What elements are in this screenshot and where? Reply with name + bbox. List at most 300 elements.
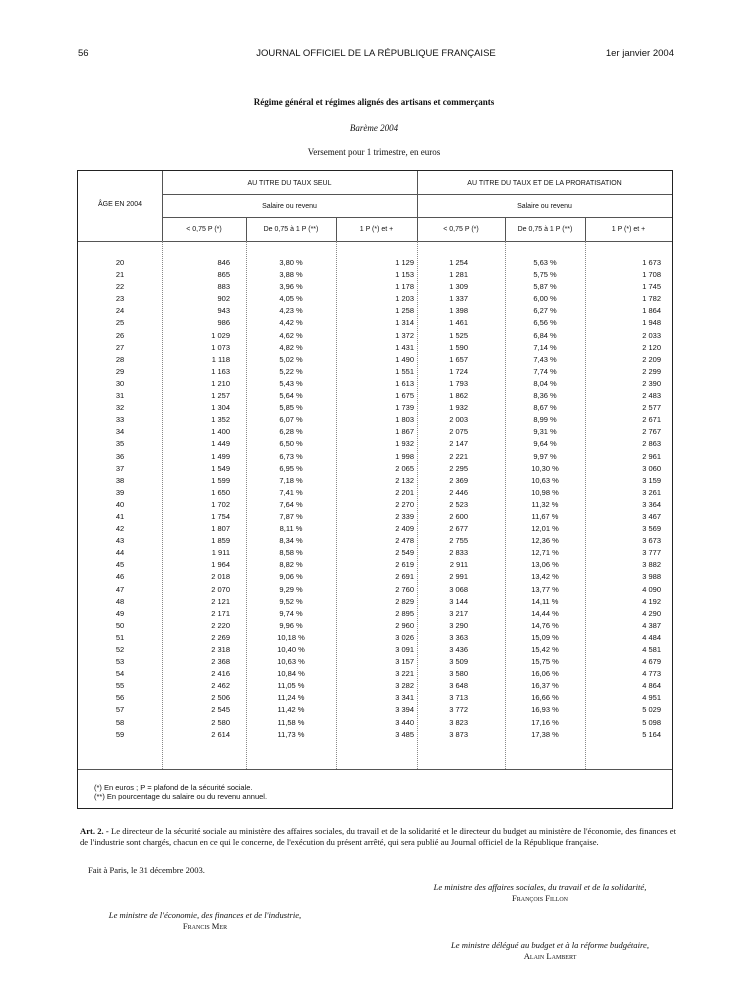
- table-cell: 2 075: [449, 427, 468, 437]
- table-cell: 2 368: [211, 657, 230, 667]
- table-cell: 34: [115, 427, 125, 437]
- table-cell: 2 483: [642, 391, 661, 401]
- table-cell: 9,74 %: [279, 608, 303, 618]
- table-cell: 1 702: [211, 499, 230, 509]
- table-cell: 2 147: [449, 439, 468, 449]
- table-cell: 16,66 %: [531, 693, 559, 703]
- signatory-role: Le ministre des affaires sociales, du travail et de la solidarité,: [433, 882, 647, 892]
- table-cell: 11,24 %: [277, 693, 305, 703]
- table-row: [78, 511, 674, 523]
- table-row: [78, 402, 674, 414]
- table-cell: 6,50 %: [279, 439, 303, 449]
- table-cell: 6,27 %: [533, 306, 557, 316]
- table-cell: 4 484: [642, 632, 661, 642]
- table-cell: 2 121: [211, 596, 230, 606]
- table-cell: 7,64 %: [279, 499, 303, 509]
- table-cell: 1 782: [642, 294, 661, 304]
- table-cell: 3 060: [642, 463, 661, 473]
- table-row: [78, 305, 674, 317]
- table-cell: 11,05 %: [277, 681, 305, 691]
- table-cell: 2 833: [449, 548, 468, 558]
- table-cell: 986: [217, 318, 230, 328]
- table-row: [78, 463, 674, 475]
- table-cell: 11,58 %: [277, 717, 305, 727]
- table-cell: 2 270: [395, 499, 414, 509]
- signature-lambert: [405, 940, 695, 962]
- table-cell: 1 932: [449, 403, 468, 413]
- table-cell: 3 440: [395, 717, 414, 727]
- table-cell: 55: [115, 681, 125, 691]
- table-cell: 1 793: [449, 378, 468, 388]
- table-cell: 1 400: [211, 427, 230, 437]
- table-cell: 3 144: [449, 596, 468, 606]
- table-cell: 13,77 %: [531, 584, 559, 594]
- table-cell: 1 613: [395, 378, 414, 388]
- table-cell: 40: [115, 499, 125, 509]
- table-cell: 2 991: [449, 572, 468, 582]
- table-cell: 37: [115, 463, 125, 473]
- table-cell: 1 657: [449, 354, 468, 364]
- table-cell: 2 506: [211, 693, 230, 703]
- table-cell: 2 339: [395, 511, 414, 521]
- table-cell: 883: [217, 282, 230, 292]
- table-cell: 47: [115, 584, 125, 594]
- table-cell: 4,23 %: [279, 306, 303, 316]
- table-cell: 1 431: [395, 342, 414, 352]
- table-row: [78, 281, 674, 293]
- table-cell: 15,42 %: [531, 645, 559, 654]
- table-cell: 1 029: [211, 330, 230, 340]
- table-cell: 2 209: [642, 354, 661, 364]
- table-row: [78, 378, 674, 390]
- table-cell: 29: [115, 366, 125, 376]
- sub-header: 1 P (*) et +: [611, 226, 646, 233]
- article-label: Art. 2. -: [80, 826, 109, 836]
- note-euros: (*) En euros ; P = plafond de la sécurité sociale.: [94, 783, 253, 792]
- table-cell: 11,32 %: [531, 499, 559, 509]
- fait-a-paris: Fait à Paris, le 31 décembre 2003.: [88, 865, 205, 875]
- table-cell: 1 073: [211, 342, 230, 352]
- table-row: [78, 620, 674, 632]
- table-cell: 17,16 %: [531, 717, 559, 727]
- table-row: [78, 451, 674, 463]
- table-cell: 1 210: [211, 378, 230, 388]
- table-cell: 9,31 %: [533, 427, 557, 437]
- table-cell: 7,14 %: [533, 342, 557, 352]
- table-cell: 1 867: [395, 427, 414, 437]
- table-cell: 2 220: [211, 620, 230, 630]
- group-header-proratisation: AU TITRE DU TAUX ET DE LA PRORATISATION: [467, 180, 622, 187]
- sub-header: < 0,75 P (*): [186, 226, 222, 233]
- table-cell: 10,18 %: [277, 632, 305, 642]
- table-cell: 26: [115, 330, 125, 340]
- table-row: [78, 487, 674, 499]
- table-title: Régime général et régimes alignés des artisans et commerçants: [253, 97, 495, 107]
- table-cell: 2 671: [642, 415, 661, 425]
- signatory-role: Le ministre de l'économie, des finances et de l'industrie,: [108, 910, 302, 920]
- table-row: [78, 342, 674, 354]
- table-cell: 10,84 %: [277, 669, 305, 679]
- table-cell: 2 409: [395, 524, 414, 534]
- table-cell: 1 998: [395, 451, 414, 461]
- table-cell: 5,63 %: [533, 258, 557, 267]
- sub-header: De 0,75 à 1 P (**): [517, 226, 573, 233]
- table-cell: 39: [115, 487, 125, 497]
- table-cell: 52: [115, 645, 125, 654]
- table-cell: 4 773: [642, 669, 661, 679]
- table-cell: 15,75 %: [531, 657, 559, 667]
- table-cell: 11,42 %: [277, 705, 305, 715]
- table-row: [78, 596, 674, 608]
- table-cell: 2 960: [395, 620, 414, 630]
- article-text: Le directeur de la sécurité sociale au ministère des affaires sociales, du travail et de la solidarité et le directeur du budget au ministère de l'économie, des finances et de l'industrie sont chargés, chacun en ce qui le concerne, de l'exécution du présent arrêté, qui sera publié au Journal officiel de la République française.: [80, 826, 676, 847]
- table-cell: 3 873: [449, 729, 468, 739]
- table-cell: 1 118: [211, 354, 230, 364]
- table-cell: 1 754: [211, 511, 230, 521]
- sub-header: < 0,75 P (*): [443, 226, 479, 233]
- table-cell: 1 862: [449, 391, 468, 401]
- table-cell: 1 525: [449, 330, 468, 340]
- table-cell: 1 461: [449, 318, 468, 328]
- table-cell: 2 201: [395, 487, 414, 497]
- table-cell: 36: [115, 451, 125, 461]
- table-cell: 1 254: [449, 258, 468, 267]
- table-cell: 3 648: [449, 681, 468, 691]
- table-cell: 1 932: [395, 439, 414, 449]
- table-cell: 1 352: [211, 415, 230, 425]
- table-cell: 56: [115, 693, 125, 703]
- table-cell: 3 341: [395, 693, 414, 703]
- table-cell: 2 065: [395, 463, 414, 473]
- table-cell: 9,97 %: [533, 451, 557, 461]
- table-cell: 32: [115, 403, 125, 413]
- table-row: [78, 729, 674, 741]
- sub-header: 1 P (*) et +: [359, 226, 394, 233]
- page-number: 56: [78, 48, 89, 59]
- table-row: [78, 269, 674, 281]
- table-row: [78, 366, 674, 378]
- table-cell: 8,11 %: [279, 524, 303, 534]
- table-cell: 10,63 %: [531, 475, 559, 485]
- table-cell: 24: [115, 306, 125, 316]
- table-cell: 3,88 %: [279, 270, 303, 280]
- table-cell: 46: [115, 572, 125, 582]
- table-cell: 7,87 %: [279, 511, 303, 521]
- table-cell: 2 911: [449, 560, 468, 570]
- table-cell: 5,75 %: [533, 270, 557, 280]
- table-cell: 4 951: [642, 693, 661, 703]
- table-cell: 3 713: [449, 693, 468, 703]
- table-cell: 1 599: [211, 475, 230, 485]
- table-cell: 4 192: [642, 596, 661, 606]
- table-cell: 2 545: [211, 705, 230, 715]
- table-cell: 2 614: [211, 729, 230, 739]
- table-cell: 3 363: [449, 632, 468, 642]
- table-cell: 1 803: [395, 415, 414, 425]
- table-cell: 1 163: [211, 366, 230, 376]
- table-cell: 1 650: [211, 487, 230, 497]
- table-row: [78, 535, 674, 547]
- table-row: [78, 668, 674, 680]
- table-cell: 1 673: [642, 258, 661, 267]
- table-cell: 6,95 %: [279, 463, 303, 473]
- table-cell: 5,43 %: [279, 378, 303, 388]
- table-cell: 6,07 %: [279, 415, 303, 425]
- table-cell: 2 120: [642, 342, 661, 352]
- table-cell: 5 098: [642, 717, 661, 727]
- table-cell: 3 026: [395, 632, 414, 642]
- table-cell: 1 178: [395, 282, 414, 292]
- table-cell: 4 387: [642, 620, 661, 630]
- versement-title: Versement pour 1 trimestre, en euros: [307, 147, 441, 157]
- table-cell: 1 372: [395, 330, 414, 340]
- table-row: [78, 426, 674, 438]
- table-cell: 8,58 %: [279, 548, 303, 558]
- table-cell: 3 364: [642, 499, 661, 509]
- table-cell: 25: [115, 318, 125, 328]
- table-cell: 11,73 %: [277, 729, 305, 739]
- table-row: [78, 644, 674, 656]
- table-cell: 12,71 %: [531, 548, 559, 558]
- table-cell: 4,42 %: [279, 318, 303, 328]
- table-cell: 2 755: [449, 536, 468, 546]
- table-cell: 6,73 %: [279, 451, 303, 461]
- table-cell: 42: [115, 524, 125, 534]
- table-cell: 2 269: [211, 632, 230, 642]
- table-cell: 7,74 %: [533, 366, 557, 376]
- salaire-header-1: Salaire ou revenu: [262, 203, 317, 210]
- table-cell: 5 164: [642, 729, 661, 739]
- table-cell: 6,56 %: [533, 318, 557, 328]
- table-cell: 2 295: [449, 463, 468, 473]
- table-cell: 15,09 %: [531, 632, 559, 642]
- table-cell: 2 691: [395, 572, 414, 582]
- table-cell: 3 772: [449, 705, 468, 715]
- table-cell: 1 675: [395, 391, 414, 401]
- table-cell: 2 961: [642, 451, 661, 461]
- table-cell: 2 478: [395, 536, 414, 546]
- age-header: ÂGE EN 2004: [98, 201, 142, 208]
- contribution-table: [77, 170, 673, 809]
- table-cell: 21: [115, 270, 125, 280]
- table-cell: 3 673: [642, 536, 661, 546]
- table-cell: 2 369: [449, 475, 468, 485]
- table-cell: 2 462: [211, 681, 230, 691]
- table-cell: 1 549: [211, 463, 230, 473]
- table-cell: 6,00 %: [533, 294, 557, 304]
- table-cell: 2 446: [449, 487, 468, 497]
- table-cell: 1 257: [211, 391, 230, 401]
- table-cell: 1 153: [395, 270, 414, 280]
- table-cell: 1 398: [449, 306, 468, 316]
- sub-header: De 0,75 à 1 P (**): [263, 226, 319, 233]
- table-row: [78, 571, 674, 583]
- table-cell: 5,85 %: [279, 403, 303, 413]
- table-cell: 3,96 %: [279, 282, 303, 292]
- table-cell: 3 823: [449, 717, 468, 727]
- table-cell: 8,36 %: [533, 391, 557, 401]
- table-cell: 3 436: [449, 645, 468, 654]
- table-row: [78, 632, 674, 644]
- table-cell: 1 911: [211, 548, 230, 558]
- table-cell: 846: [217, 258, 230, 267]
- table-cell: 3 157: [395, 657, 414, 667]
- table-cell: 9,96 %: [279, 620, 303, 630]
- note-percent: (**) En pourcentage du salaire ou du revenu annuel.: [94, 792, 268, 801]
- table-cell: 3 882: [642, 560, 661, 570]
- table-cell: 45: [115, 560, 125, 570]
- journal-title: JOURNAL OFFICIEL DE LA RÉPUBLIQUE FRANÇAISE: [256, 48, 496, 59]
- table-cell: 8,04 %: [533, 378, 557, 388]
- table-row: [78, 354, 674, 366]
- table-cell: 3 221: [395, 669, 414, 679]
- article-2: [80, 826, 676, 847]
- table-cell: 2 003: [449, 415, 468, 425]
- table-row: [78, 547, 674, 559]
- table-cell: 3 467: [642, 511, 661, 521]
- table-cell: 2 221: [449, 451, 468, 461]
- issue-date: 1er janvier 2004: [605, 48, 674, 59]
- table-cell: 2 390: [642, 378, 661, 388]
- table-cell: 16,37 %: [531, 681, 559, 691]
- table-row: [78, 330, 674, 342]
- table-cell: 1 708: [642, 270, 661, 280]
- table-cell: 3 217: [449, 608, 468, 618]
- table-cell: 1 314: [395, 318, 414, 328]
- bareme-title: Barème 2004: [349, 123, 399, 133]
- table-cell: 2 895: [395, 608, 414, 618]
- table-cell: 4 290: [642, 608, 661, 618]
- table-cell: 2 070: [211, 584, 230, 594]
- table-cell: 20: [115, 258, 125, 267]
- table-row: [78, 692, 674, 704]
- table-cell: 59: [115, 729, 125, 739]
- table-cell: 5,64 %: [279, 391, 303, 401]
- table-cell: 1 203: [395, 294, 414, 304]
- table-cell: 2 549: [395, 548, 414, 558]
- table-row: [78, 317, 674, 329]
- table-cell: 7,43 %: [533, 354, 557, 364]
- table-cell: 6,84 %: [533, 330, 557, 340]
- table-cell: 865: [217, 270, 230, 280]
- table-cell: 4 679: [642, 657, 661, 667]
- table-row: [78, 717, 674, 729]
- table-cell: 1 859: [211, 536, 230, 546]
- table-row: [78, 584, 674, 596]
- table-row: [78, 704, 674, 716]
- table-cell: 3 394: [395, 705, 414, 715]
- table-cell: 14,11 %: [531, 596, 559, 606]
- table-cell: 2 760: [395, 584, 414, 594]
- table-cell: 1 745: [642, 282, 661, 292]
- table-row: [78, 257, 674, 269]
- table-cell: 35: [115, 439, 125, 449]
- table-cell: 41: [115, 511, 125, 521]
- table-cell: 31: [115, 391, 125, 401]
- table-cell: 13,06 %: [531, 560, 559, 570]
- table-cell: 50: [115, 620, 125, 630]
- table-cell: 1 864: [642, 306, 661, 316]
- table-cell: 1 551: [395, 366, 414, 376]
- table-cell: 1 490: [395, 354, 414, 364]
- table-cell: 1 724: [449, 366, 468, 376]
- table-cell: 902: [217, 294, 230, 304]
- table-cell: 2 677: [449, 524, 468, 534]
- signature-mer: [60, 910, 350, 932]
- table-cell: 1 807: [211, 524, 230, 534]
- signatory-name: François Fillon: [511, 893, 569, 903]
- table-cell: 4 581: [642, 645, 661, 654]
- table-cell: 8,34 %: [279, 536, 303, 546]
- table-cell: 3 159: [642, 475, 661, 485]
- table-cell: 1 337: [449, 294, 468, 304]
- table-cell: 58: [115, 717, 125, 727]
- table-row: [78, 608, 674, 620]
- table-cell: 9,64 %: [533, 439, 557, 449]
- table-cell: 4 090: [642, 584, 661, 594]
- table-cell: 4,62 %: [279, 330, 303, 340]
- table-cell: 14,44 %: [531, 608, 559, 618]
- table-cell: 11,67 %: [531, 511, 559, 521]
- table-cell: 51: [115, 632, 125, 642]
- table-row: [78, 414, 674, 426]
- table-cell: 5 029: [642, 705, 661, 715]
- table-cell: 22: [115, 282, 125, 292]
- table-notes: [94, 783, 267, 801]
- table-row: [78, 438, 674, 450]
- running-header: [78, 48, 674, 62]
- table-cell: 17,38 %: [531, 729, 559, 739]
- table-cell: 2 767: [642, 427, 661, 437]
- table-cell: 9,52 %: [279, 596, 303, 606]
- table-cell: 1 590: [449, 342, 468, 352]
- table-cell: 48: [115, 596, 125, 606]
- table-cell: 8,67 %: [533, 403, 557, 413]
- table-cell: 9,06 %: [279, 572, 303, 582]
- table-row: [78, 523, 674, 535]
- table-cell: 44: [115, 548, 125, 558]
- table-cell: 3 988: [642, 572, 661, 582]
- table-cell: 1 964: [211, 560, 230, 570]
- table-cell: 1 129: [395, 258, 414, 267]
- signatory-role: Le ministre délégué au budget et à la réforme budgétaire,: [451, 940, 649, 950]
- table-cell: 12,36 %: [531, 536, 559, 546]
- table-cell: 2 619: [395, 560, 414, 570]
- table-cell: 1 449: [211, 439, 230, 449]
- table-cell: 14,76 %: [531, 620, 559, 630]
- table-cell: 1 739: [395, 403, 414, 413]
- table-cell: 2 033: [642, 330, 661, 340]
- table-cell: 3 290: [449, 620, 468, 630]
- signatory-name: Alain Lambert: [523, 951, 577, 961]
- table-cell: 1 258: [395, 306, 414, 316]
- table-cell: 2 132: [395, 475, 414, 485]
- table-cell: 2 523: [449, 499, 468, 509]
- table-cell: 7,18 %: [279, 475, 303, 485]
- table-cell: 943: [217, 306, 230, 316]
- table-cell: 10,98 %: [531, 487, 559, 497]
- table-cell: 7,41 %: [279, 487, 303, 497]
- table-cell: 8,82 %: [279, 560, 303, 570]
- table-cell: 2 171: [211, 608, 230, 618]
- table-cell: 53: [115, 657, 125, 667]
- table-cell: 54: [115, 669, 125, 679]
- table-cell: 5,87 %: [533, 282, 557, 292]
- table-cell: 3 509: [449, 657, 468, 667]
- table-cell: 8,99 %: [533, 415, 557, 425]
- table-cell: 2 318: [211, 645, 230, 654]
- table-row: [78, 680, 674, 692]
